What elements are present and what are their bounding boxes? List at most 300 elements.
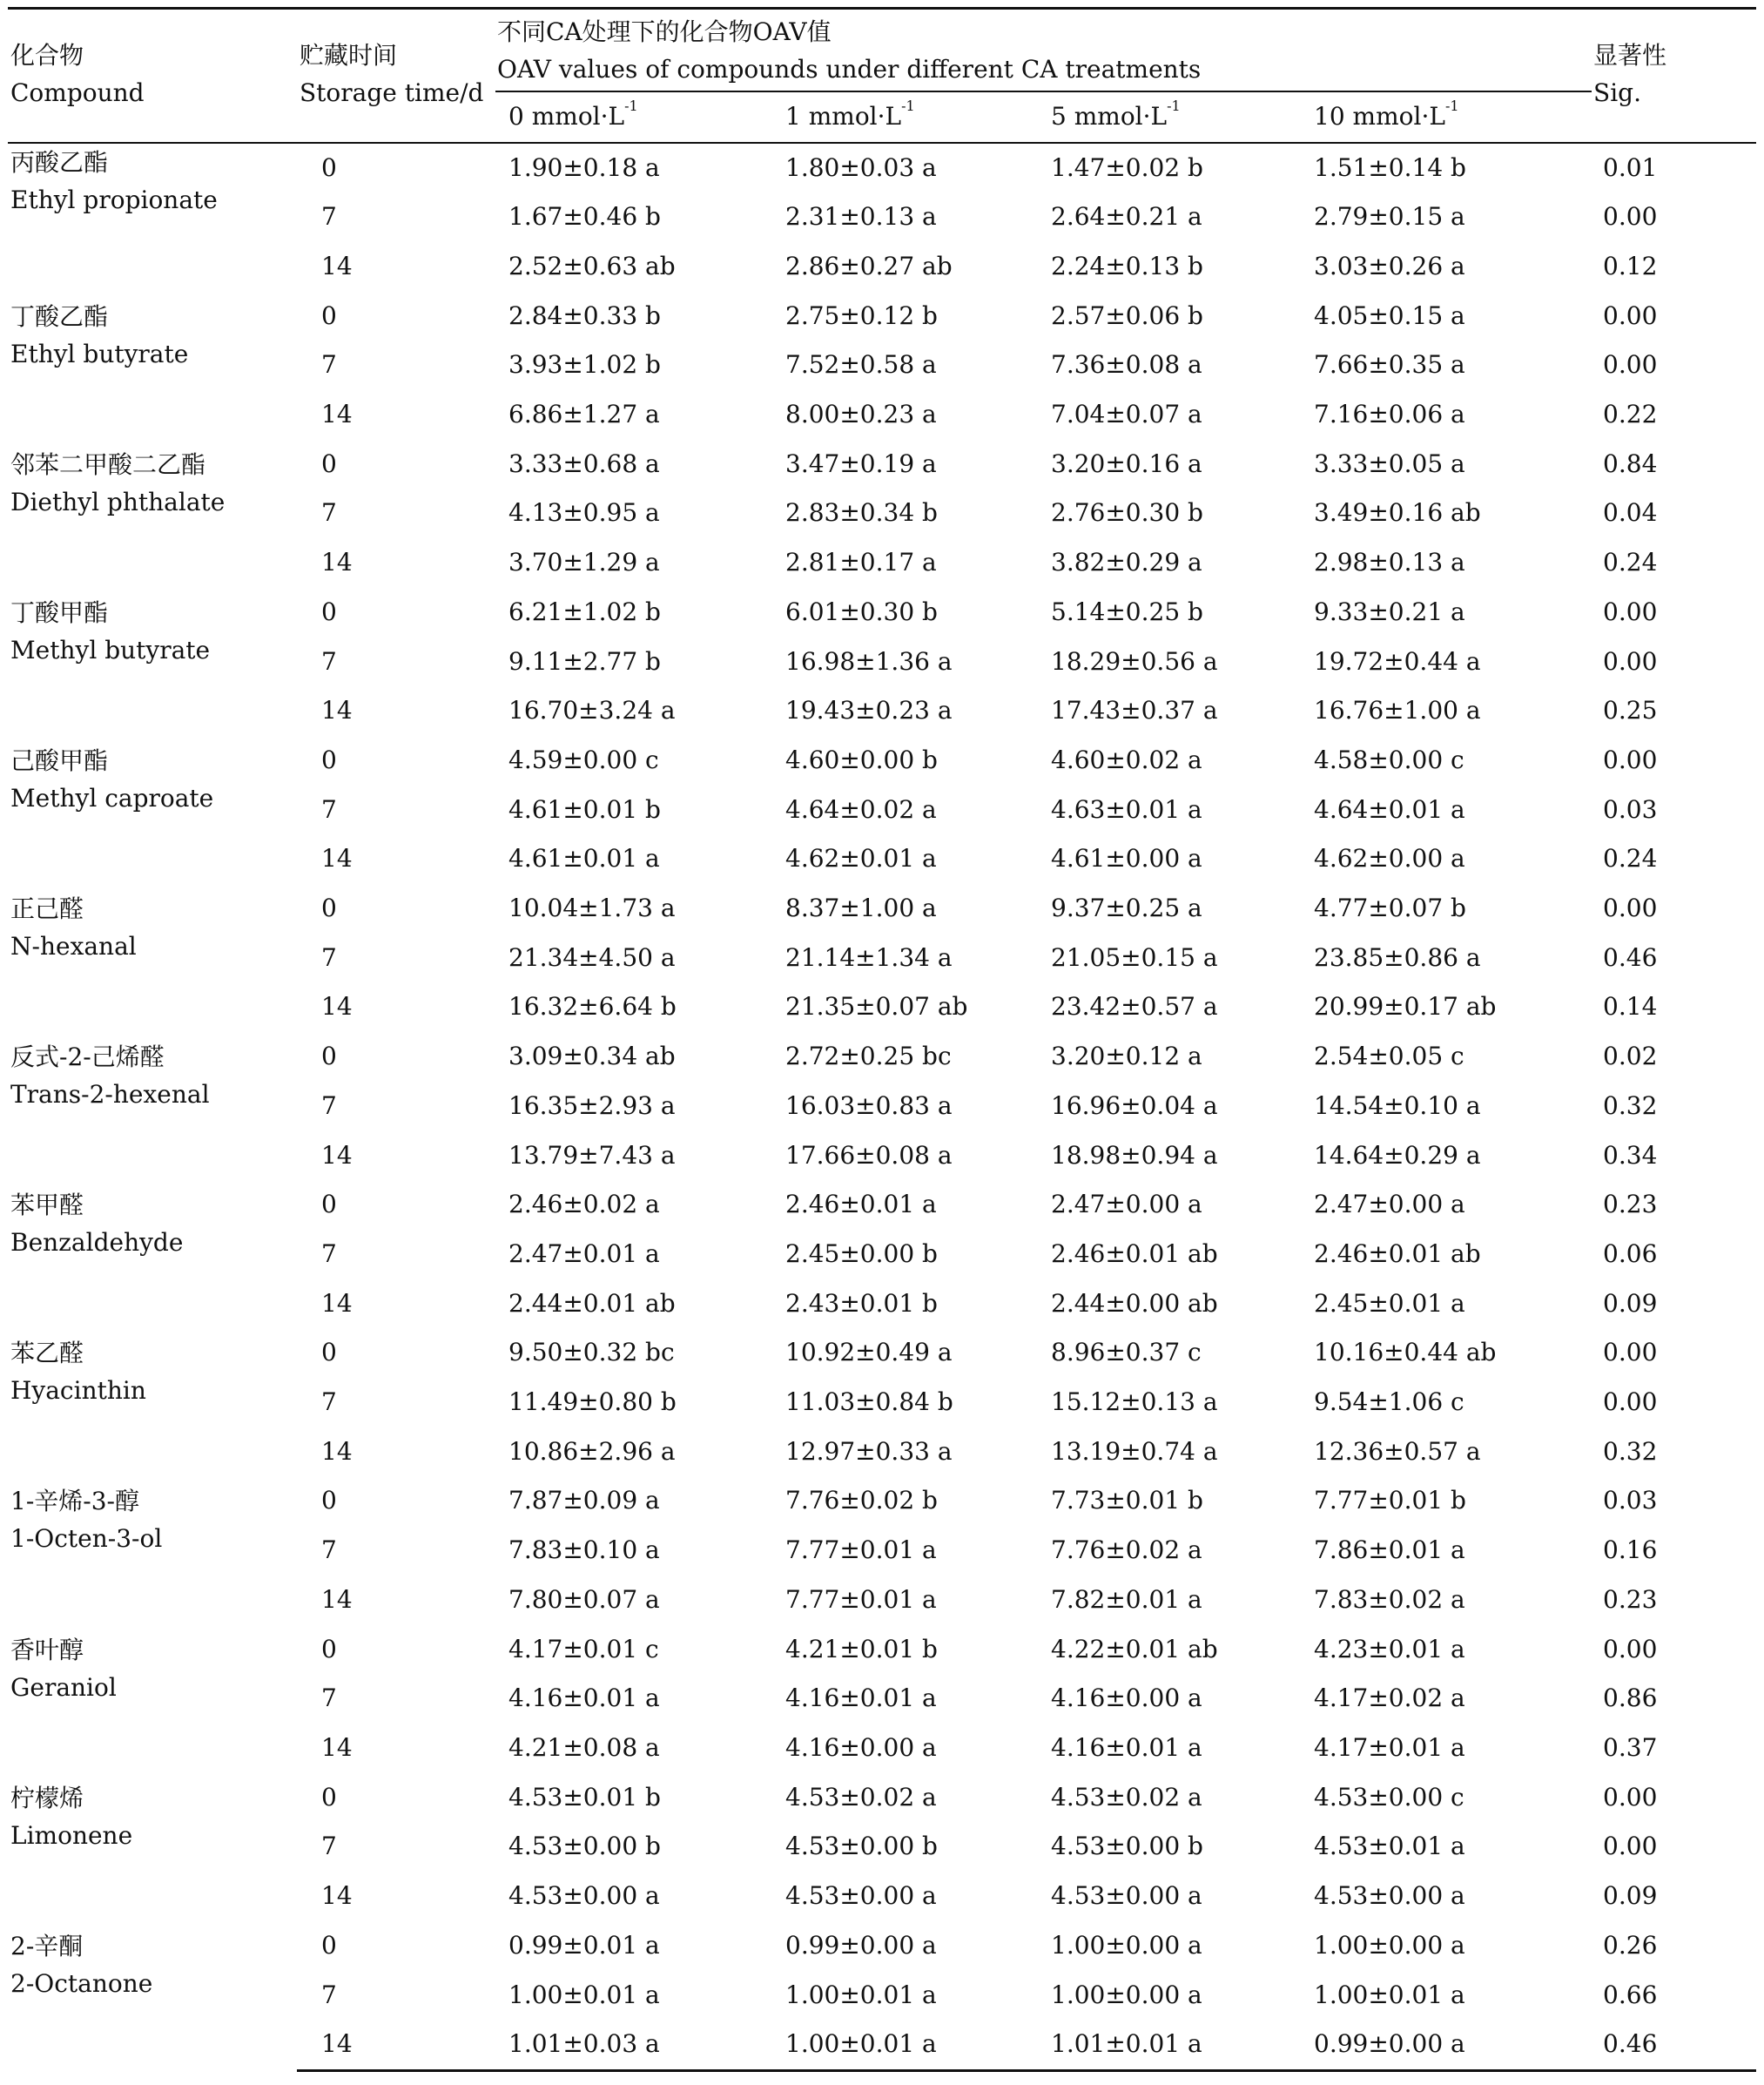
significance-cell: 0.09 bbox=[1603, 1288, 1658, 1318]
concentration-unit-exponent: -1 bbox=[1444, 98, 1459, 114]
oav-value-cell: 3.47±0.19 a bbox=[785, 449, 937, 478]
oav-value-cell: 1.47±0.02 b bbox=[1051, 152, 1203, 182]
oav-value-cell: 2.47±0.01 a bbox=[508, 1238, 660, 1268]
storage-time-cell: 0 bbox=[321, 1190, 337, 1219]
storage-time-cell: 14 bbox=[321, 1881, 353, 1911]
oav-value-cell: 0.99±0.00 a bbox=[785, 1930, 937, 1960]
oav-value-cell: 18.98±0.94 a bbox=[1051, 1140, 1218, 1170]
oav-value-cell: 4.60±0.00 b bbox=[785, 745, 938, 774]
oav-value-cell: 4.64±0.01 a bbox=[1314, 794, 1465, 824]
table-row bbox=[8, 1180, 1756, 1230]
oav-value-cell: 7.82±0.01 a bbox=[1051, 1584, 1202, 1614]
oav-value-cell: 4.53±0.00 c bbox=[1314, 1782, 1464, 1812]
oav-value-cell: 3.09±0.34 ab bbox=[508, 1042, 676, 1071]
storage-time-column-header bbox=[297, 9, 495, 143]
compound-name-en: Benzaldehyde bbox=[10, 1228, 184, 1258]
oav-value-cell: 7.83±0.10 a bbox=[508, 1535, 660, 1565]
significance-cell: 0.00 bbox=[1603, 1634, 1658, 1663]
significance-cell: 0.02 bbox=[1603, 1042, 1658, 1071]
significance-cell: 0.46 bbox=[1592, 2020, 1756, 2070]
oav-value-cell: 10.86±2.96 a bbox=[508, 1436, 676, 1466]
storage-time-cell: 14 bbox=[321, 1584, 353, 1614]
oav-value-cell: 23.42±0.57 a bbox=[1051, 992, 1218, 1022]
table-row bbox=[8, 292, 1756, 341]
compound-name-en: Limonene bbox=[10, 1820, 133, 1850]
compound-name-zh: 1-辛烯-3-醇 bbox=[10, 1487, 140, 1516]
oav-value-cell: 2.43±0.01 b bbox=[785, 1288, 938, 1318]
storage-time-cell: 14 bbox=[321, 251, 353, 280]
oav-value-cell: 4.16±0.01 a bbox=[508, 1684, 660, 1713]
significance-cell: 0.00 bbox=[1603, 1338, 1658, 1367]
significance-cell: 0.23 bbox=[1603, 1584, 1658, 1614]
compound-name-zh: 反式-2-己烯醛 bbox=[10, 1042, 165, 1072]
table-row bbox=[8, 884, 1756, 934]
storage-time-cell: 7 bbox=[321, 1090, 337, 1120]
concentration-label: 5 mmol·L bbox=[1051, 102, 1168, 131]
significance-cell: 0.00 bbox=[1603, 1832, 1658, 1861]
oav-value-cell: 0.99±0.01 a bbox=[508, 1930, 660, 1960]
significance-cell: 0.00 bbox=[1603, 1387, 1658, 1417]
storage-time-cell: 0 bbox=[321, 1634, 337, 1663]
oav-value-cell: 7.16±0.06 a bbox=[1314, 400, 1465, 429]
oav-value-cell: 11.49±0.80 b bbox=[508, 1387, 677, 1417]
oav-value-cell: 7.73±0.01 b bbox=[1051, 1486, 1203, 1515]
significance-cell: 0.37 bbox=[1603, 1733, 1658, 1762]
compound-header-zh: 化合物 bbox=[10, 41, 84, 70]
oav-value-cell: 1.00±0.01 a bbox=[762, 2020, 1044, 2070]
oav-value-cell: 16.32±6.64 b bbox=[508, 992, 677, 1022]
oav-value-cell: 1.01±0.03 a bbox=[495, 2020, 762, 2070]
significance-cell: 0.00 bbox=[1603, 597, 1658, 626]
table-row bbox=[8, 736, 1756, 786]
oav-table bbox=[8, 7, 1756, 2072]
oav-value-cell: 7.86±0.01 a bbox=[1314, 1535, 1465, 1565]
oav-value-cell: 9.50±0.32 bc bbox=[508, 1338, 675, 1367]
oav-value-cell: 2.31±0.13 a bbox=[785, 202, 937, 232]
significance-cell: 0.00 bbox=[1603, 202, 1658, 232]
oav-value-cell: 2.46±0.01 ab bbox=[1051, 1238, 1218, 1268]
oav-value-cell: 3.49±0.16 ab bbox=[1314, 498, 1481, 528]
oav-value-cell: 16.98±1.36 a bbox=[785, 646, 953, 676]
oav-value-cell: 7.04±0.07 a bbox=[1051, 400, 1202, 429]
significance-cell: 0.09 bbox=[1603, 1881, 1658, 1911]
significance-cell: 0.34 bbox=[1603, 1140, 1658, 1170]
oav-value-cell: 1.00±0.01 a bbox=[1314, 1980, 1465, 2009]
oav-value-cell: 7.77±0.01 a bbox=[785, 1535, 937, 1565]
concentration-unit-exponent: -1 bbox=[901, 98, 915, 114]
significance-cell: 0.23 bbox=[1603, 1190, 1658, 1219]
compound-name-en: Trans-2-hexenal bbox=[10, 1080, 210, 1110]
oav-value-cell: 2.24±0.13 b bbox=[1051, 251, 1203, 280]
oav-value-cell: 4.13±0.95 a bbox=[508, 498, 660, 528]
significance-column-header bbox=[1592, 9, 1756, 143]
oav-value-cell: 2.52±0.63 ab bbox=[508, 251, 676, 280]
oav-value-cell: 8.37±1.00 a bbox=[785, 894, 937, 923]
oav-value-cell: 3.20±0.12 a bbox=[1051, 1042, 1202, 1071]
time-header-en: Storage time/d bbox=[300, 78, 484, 107]
table-row bbox=[8, 1921, 1756, 1971]
compound-name-en: Diethyl phthalate bbox=[10, 487, 226, 516]
storage-time-cell: 14 bbox=[321, 548, 353, 577]
concentration-unit-exponent: -1 bbox=[1167, 98, 1181, 114]
oav-value-cell: 1.01±0.01 a bbox=[1044, 2020, 1307, 2070]
oav-value-cell: 10.92±0.49 a bbox=[785, 1338, 953, 1367]
oav-value-cell: 4.59±0.00 c bbox=[508, 745, 659, 774]
sig-header-en: Sig. bbox=[1593, 78, 1642, 107]
compound-cell bbox=[8, 736, 297, 884]
storage-time-cell: 0 bbox=[321, 745, 337, 774]
significance-cell: 0.03 bbox=[1603, 794, 1658, 824]
storage-time-cell: 7 bbox=[321, 1980, 337, 2009]
oav-value-cell: 4.61±0.01 b bbox=[508, 794, 661, 824]
compound-name-en: Methyl caproate bbox=[10, 783, 214, 813]
concentration-header bbox=[495, 91, 762, 143]
compound-name-zh: 丁酸乙酯 bbox=[10, 301, 109, 331]
oav-value-cell: 3.33±0.68 a bbox=[508, 449, 660, 478]
oav-value-cell: 4.53±0.00 b bbox=[1051, 1832, 1203, 1861]
oav-value-cell: 4.21±0.01 b bbox=[785, 1634, 938, 1663]
oav-value-cell: 4.17±0.02 a bbox=[1314, 1684, 1465, 1713]
table-row bbox=[8, 143, 1756, 193]
compound-cell bbox=[8, 1773, 297, 1921]
oav-value-cell: 2.45±0.01 a bbox=[1314, 1288, 1465, 1318]
oav-value-cell: 7.77±0.01 b bbox=[1314, 1486, 1466, 1515]
compound-cell bbox=[8, 1921, 297, 2071]
oav-value-cell: 14.64±0.29 a bbox=[1314, 1140, 1481, 1170]
oav-value-cell: 10.04±1.73 a bbox=[508, 894, 676, 923]
oav-value-cell: 3.82±0.29 a bbox=[1051, 548, 1202, 577]
compound-cell bbox=[8, 1476, 297, 1624]
oav-value-cell: 4.53±0.00 a bbox=[1051, 1881, 1202, 1911]
oav-value-cell: 9.37±0.25 a bbox=[1051, 894, 1202, 923]
oav-value-cell: 12.36±0.57 a bbox=[1314, 1436, 1481, 1466]
compound-cell bbox=[8, 1625, 297, 1773]
significance-cell: 0.00 bbox=[1603, 350, 1658, 380]
oav-value-cell: 2.64±0.21 a bbox=[1051, 202, 1202, 232]
compound-name-zh: 丙酸乙酯 bbox=[10, 147, 109, 177]
storage-time-cell: 7 bbox=[321, 1238, 337, 1268]
oav-value-cell: 4.58±0.00 c bbox=[1314, 745, 1464, 774]
oav-value-cell: 4.17±0.01 c bbox=[508, 1634, 659, 1663]
oav-value-cell: 4.16±0.01 a bbox=[1051, 1733, 1202, 1762]
oav-value-cell: 7.80±0.07 a bbox=[508, 1584, 660, 1614]
significance-cell: 0.04 bbox=[1603, 498, 1658, 528]
oav-value-cell: 1.00±0.01 a bbox=[508, 1980, 660, 2009]
oav-value-cell: 4.62±0.00 a bbox=[1314, 844, 1465, 874]
oav-value-cell: 2.47±0.00 a bbox=[1314, 1190, 1465, 1219]
oav-value-cell: 4.21±0.08 a bbox=[508, 1733, 660, 1762]
oav-value-cell: 19.72±0.44 a bbox=[1314, 646, 1481, 676]
oav-value-cell: 4.64±0.02 a bbox=[785, 794, 937, 824]
significance-cell: 0.00 bbox=[1603, 300, 1658, 330]
significance-cell: 0.12 bbox=[1603, 251, 1658, 280]
significance-cell: 0.46 bbox=[1603, 942, 1658, 972]
compound-name-en: 2-Octanone bbox=[10, 1968, 153, 1998]
significance-cell: 0.16 bbox=[1603, 1535, 1658, 1565]
oav-value-cell: 2.54±0.05 c bbox=[1314, 1042, 1464, 1071]
significance-cell: 0.00 bbox=[1603, 646, 1658, 676]
storage-time-cell: 0 bbox=[321, 1042, 337, 1071]
oav-value-cell: 4.53±0.00 a bbox=[785, 1881, 937, 1911]
oav-value-cell: 1.51±0.14 b bbox=[1314, 152, 1466, 182]
compound-cell bbox=[8, 1328, 297, 1476]
storage-time-cell: 0 bbox=[321, 449, 337, 478]
oav-value-cell: 7.66±0.35 a bbox=[1314, 350, 1465, 380]
oav-value-cell: 4.62±0.01 a bbox=[785, 844, 937, 874]
oav-value-cell: 2.57±0.06 b bbox=[1051, 300, 1203, 330]
concentration-label: 10 mmol·L bbox=[1314, 102, 1445, 131]
oav-value-cell: 0.99±0.00 a bbox=[1307, 2020, 1592, 2070]
oav-value-cell: 2.79±0.15 a bbox=[1314, 202, 1465, 232]
oav-value-cell: 13.79±7.43 a bbox=[508, 1140, 676, 1170]
oav-value-cell: 4.16±0.00 a bbox=[1051, 1684, 1202, 1713]
compound-header-en: Compound bbox=[10, 78, 145, 107]
storage-time-cell: 14 bbox=[321, 992, 353, 1022]
oav-value-cell: 4.05±0.15 a bbox=[1314, 300, 1465, 330]
storage-time-cell: 7 bbox=[321, 202, 337, 232]
oav-value-cell: 4.53±0.01 a bbox=[1314, 1832, 1465, 1861]
compound-cell bbox=[8, 292, 297, 440]
table-row bbox=[8, 1773, 1756, 1823]
concentration-header bbox=[1307, 91, 1592, 143]
compound-name-en: N-hexanal bbox=[10, 932, 137, 962]
oav-value-cell: 21.35±0.07 ab bbox=[785, 992, 968, 1022]
oav-value-cell: 16.70±3.24 a bbox=[508, 696, 676, 725]
oav-value-cell: 2.76±0.30 b bbox=[1051, 498, 1203, 528]
storage-time-cell: 14 bbox=[321, 1140, 353, 1170]
compound-cell bbox=[8, 1180, 297, 1328]
oav-value-cell: 1.90±0.18 a bbox=[508, 152, 660, 182]
storage-time-cell: 14 bbox=[321, 1733, 353, 1762]
oav-value-cell: 20.99±0.17 ab bbox=[1314, 992, 1497, 1022]
significance-cell: 0.84 bbox=[1603, 449, 1658, 478]
compound-column-header bbox=[8, 9, 297, 143]
table-body bbox=[8, 143, 1756, 2071]
storage-time-cell: 0 bbox=[321, 1486, 337, 1515]
storage-time-cell: 0 bbox=[321, 1930, 337, 1960]
oav-value-cell: 2.72±0.25 bc bbox=[785, 1042, 952, 1071]
concentration-unit-exponent: -1 bbox=[624, 98, 638, 114]
storage-time-cell: 14 bbox=[321, 844, 353, 874]
oav-value-cell: 14.54±0.10 a bbox=[1314, 1090, 1481, 1120]
concentration-label: 1 mmol·L bbox=[785, 102, 902, 131]
storage-time-cell: 0 bbox=[321, 152, 337, 182]
oav-value-cell: 4.53±0.02 a bbox=[1051, 1782, 1202, 1812]
oav-value-cell: 1.00±0.00 a bbox=[1314, 1930, 1465, 1960]
compound-name-zh: 正己醛 bbox=[10, 894, 84, 924]
storage-time-cell: 14 bbox=[321, 696, 353, 725]
compound-name-en: Ethyl butyrate bbox=[10, 339, 189, 368]
oav-value-cell: 17.43±0.37 a bbox=[1051, 696, 1218, 725]
oav-value-cell: 16.35±2.93 a bbox=[508, 1090, 676, 1120]
oav-value-cell: 1.00±0.01 a bbox=[785, 1980, 937, 2009]
significance-cell: 0.14 bbox=[1603, 992, 1658, 1022]
oav-value-cell: 4.17±0.01 a bbox=[1314, 1733, 1465, 1762]
oav-value-cell: 11.03±0.84 b bbox=[785, 1387, 953, 1417]
compound-name-en: 1-Octen-3-ol bbox=[10, 1524, 163, 1554]
oav-value-cell: 4.53±0.00 b bbox=[508, 1832, 661, 1861]
oav-value-cell: 4.77±0.07 b bbox=[1314, 894, 1466, 923]
storage-time-cell: 7 bbox=[321, 350, 337, 380]
oav-value-cell: 2.75±0.12 b bbox=[785, 300, 938, 330]
table-row bbox=[8, 1476, 1756, 1526]
oav-value-cell: 4.16±0.00 a bbox=[785, 1733, 937, 1762]
oav-value-cell: 4.16±0.01 a bbox=[785, 1684, 937, 1713]
storage-time-cell: 7 bbox=[321, 1832, 337, 1861]
oav-value-cell: 7.87±0.09 a bbox=[508, 1486, 660, 1515]
compound-name-zh: 己酸甲酯 bbox=[10, 746, 109, 775]
oav-value-cell: 1.67±0.46 b bbox=[508, 202, 661, 232]
oav-value-cell: 15.12±0.13 a bbox=[1051, 1387, 1218, 1417]
oav-value-cell: 2.81±0.17 a bbox=[785, 548, 937, 577]
significance-cell: 0.25 bbox=[1603, 696, 1658, 725]
storage-time-cell: 14 bbox=[297, 2020, 495, 2070]
oav-value-cell: 4.23±0.01 a bbox=[1314, 1634, 1465, 1663]
oav-value-cell: 23.85±0.86 a bbox=[1314, 942, 1481, 972]
oav-value-cell: 2.84±0.33 b bbox=[508, 300, 661, 330]
compound-name-zh: 柠檬烯 bbox=[10, 1783, 84, 1812]
compound-name-en: Methyl butyrate bbox=[10, 635, 211, 665]
oav-value-cell: 6.86±1.27 a bbox=[508, 400, 660, 429]
oav-value-cell: 4.53±0.02 a bbox=[785, 1782, 937, 1812]
compound-name-zh: 苯乙醛 bbox=[10, 1339, 84, 1368]
group-header-en: OAV values of compounds under different CA treatments bbox=[497, 55, 1202, 84]
significance-cell: 0.00 bbox=[1603, 894, 1658, 923]
oav-value-cell: 7.83±0.02 a bbox=[1314, 1584, 1465, 1614]
oav-value-cell: 3.33±0.05 a bbox=[1314, 449, 1465, 478]
compound-name-en: Hyacinthin bbox=[10, 1376, 146, 1406]
oav-value-cell: 16.03±0.83 a bbox=[785, 1090, 953, 1120]
oav-value-cell: 3.70±1.29 a bbox=[508, 548, 660, 577]
significance-cell: 0.26 bbox=[1603, 1930, 1658, 1960]
compound-name-zh: 苯甲醛 bbox=[10, 1191, 84, 1220]
oav-value-cell: 8.00±0.23 a bbox=[785, 400, 937, 429]
storage-time-cell: 0 bbox=[321, 300, 337, 330]
compound-cell bbox=[8, 440, 297, 588]
oav-value-cell: 17.66±0.08 a bbox=[785, 1140, 953, 1170]
oav-value-cell: 18.29±0.56 a bbox=[1051, 646, 1218, 676]
oav-value-cell: 5.14±0.25 b bbox=[1051, 597, 1203, 626]
significance-cell: 0.00 bbox=[1603, 1782, 1658, 1812]
significance-cell: 0.00 bbox=[1603, 745, 1658, 774]
storage-time-cell: 14 bbox=[321, 1436, 353, 1466]
oav-value-cell: 4.53±0.00 a bbox=[508, 1881, 660, 1911]
oav-value-cell: 4.53±0.00 a bbox=[1314, 1881, 1465, 1911]
concentration-label: 0 mmol·L bbox=[508, 102, 625, 131]
oav-value-cell: 12.97±0.33 a bbox=[785, 1436, 953, 1466]
compound-cell bbox=[8, 884, 297, 1032]
oav-group-header bbox=[495, 9, 1592, 91]
significance-cell: 0.22 bbox=[1603, 400, 1658, 429]
oav-value-cell: 4.53±0.00 b bbox=[785, 1832, 938, 1861]
compound-name-en: Geraniol bbox=[10, 1672, 117, 1702]
oav-value-cell: 10.16±0.44 ab bbox=[1314, 1338, 1497, 1367]
storage-time-cell: 7 bbox=[321, 1684, 337, 1713]
table-row bbox=[8, 1328, 1756, 1378]
oav-value-cell: 2.46±0.02 a bbox=[508, 1190, 660, 1219]
oav-value-cell: 21.34±4.50 a bbox=[508, 942, 676, 972]
oav-value-cell: 6.21±1.02 b bbox=[508, 597, 661, 626]
compound-name-zh: 2-辛酮 bbox=[10, 1931, 84, 1960]
oav-value-cell: 2.47±0.00 a bbox=[1051, 1190, 1202, 1219]
storage-time-cell: 7 bbox=[321, 498, 337, 528]
oav-value-cell: 7.76±0.02 b bbox=[785, 1486, 938, 1515]
oav-value-cell: 4.63±0.01 a bbox=[1051, 794, 1202, 824]
oav-value-cell: 1.80±0.03 a bbox=[785, 152, 937, 182]
storage-time-cell: 0 bbox=[321, 894, 337, 923]
oav-value-cell: 7.36±0.08 a bbox=[1051, 350, 1202, 380]
oav-value-cell: 9.54±1.06 c bbox=[1314, 1387, 1464, 1417]
storage-time-cell: 7 bbox=[321, 1535, 337, 1565]
compound-name-zh: 邻苯二甲酸二乙酯 bbox=[10, 449, 206, 479]
oav-value-cell: 21.05±0.15 a bbox=[1051, 942, 1218, 972]
storage-time-cell: 0 bbox=[321, 1782, 337, 1812]
significance-cell: 0.24 bbox=[1603, 844, 1658, 874]
compound-name-zh: 香叶醇 bbox=[10, 1635, 84, 1664]
oav-value-cell: 3.20±0.16 a bbox=[1051, 449, 1202, 478]
oav-value-cell: 2.44±0.00 ab bbox=[1051, 1288, 1218, 1318]
oav-value-cell: 4.61±0.00 a bbox=[1051, 844, 1202, 874]
oav-value-cell: 19.43±0.23 a bbox=[785, 696, 953, 725]
time-header-zh: 贮藏时间 bbox=[300, 41, 398, 70]
oav-value-cell: 2.86±0.27 ab bbox=[785, 251, 953, 280]
oav-value-cell: 2.46±0.01 ab bbox=[1314, 1238, 1481, 1268]
compound-cell bbox=[8, 1032, 297, 1180]
oav-value-cell: 4.22±0.01 ab bbox=[1051, 1634, 1218, 1663]
storage-time-cell: 7 bbox=[321, 1387, 337, 1417]
storage-time-cell: 14 bbox=[321, 400, 353, 429]
oav-value-cell: 9.33±0.21 a bbox=[1314, 597, 1465, 626]
oav-value-cell: 2.46±0.01 a bbox=[785, 1190, 937, 1219]
compound-name-en: Ethyl propionate bbox=[10, 185, 218, 214]
oav-value-cell: 9.11±2.77 b bbox=[508, 646, 661, 676]
table-row bbox=[8, 1625, 1756, 1675]
compound-cell bbox=[8, 588, 297, 736]
significance-cell: 0.06 bbox=[1603, 1238, 1658, 1268]
significance-cell: 0.86 bbox=[1603, 1684, 1658, 1713]
oav-value-cell: 4.61±0.01 a bbox=[508, 844, 660, 874]
significance-cell: 0.66 bbox=[1603, 1980, 1658, 2009]
compound-cell bbox=[8, 143, 297, 292]
oav-value-cell: 2.45±0.00 b bbox=[785, 1238, 938, 1268]
storage-time-cell: 0 bbox=[321, 1338, 337, 1367]
table-row bbox=[8, 440, 1756, 489]
oav-value-cell: 2.98±0.13 a bbox=[1314, 548, 1465, 577]
storage-time-cell: 7 bbox=[321, 646, 337, 676]
significance-cell: 0.32 bbox=[1603, 1436, 1658, 1466]
oav-value-cell: 4.60±0.02 a bbox=[1051, 745, 1202, 774]
storage-time-cell: 0 bbox=[321, 597, 337, 626]
storage-time-cell: 7 bbox=[321, 794, 337, 824]
table-header bbox=[8, 9, 1756, 143]
significance-cell: 0.03 bbox=[1603, 1486, 1658, 1515]
oav-value-cell: 4.53±0.01 b bbox=[508, 1782, 661, 1812]
oav-value-cell: 1.00±0.00 a bbox=[1051, 1980, 1202, 2009]
oav-value-cell: 6.01±0.30 b bbox=[785, 597, 938, 626]
group-header-zh: 不同CA处理下的化合物OAV值 bbox=[497, 17, 832, 46]
oav-value-cell: 21.14±1.34 a bbox=[785, 942, 953, 972]
oav-value-cell: 3.93±1.02 b bbox=[508, 350, 661, 380]
oav-value-cell: 2.83±0.34 b bbox=[785, 498, 938, 528]
oav-value-cell: 13.19±0.74 a bbox=[1051, 1436, 1218, 1466]
oav-value-cell: 3.03±0.26 a bbox=[1314, 251, 1465, 280]
oav-value-cell: 2.44±0.01 ab bbox=[508, 1288, 676, 1318]
compound-name-zh: 丁酸甲酯 bbox=[10, 597, 109, 627]
oav-value-cell: 16.96±0.04 a bbox=[1051, 1090, 1218, 1120]
table-row bbox=[8, 588, 1756, 638]
sig-header-zh: 显著性 bbox=[1593, 41, 1667, 70]
significance-cell: 0.32 bbox=[1603, 1090, 1658, 1120]
